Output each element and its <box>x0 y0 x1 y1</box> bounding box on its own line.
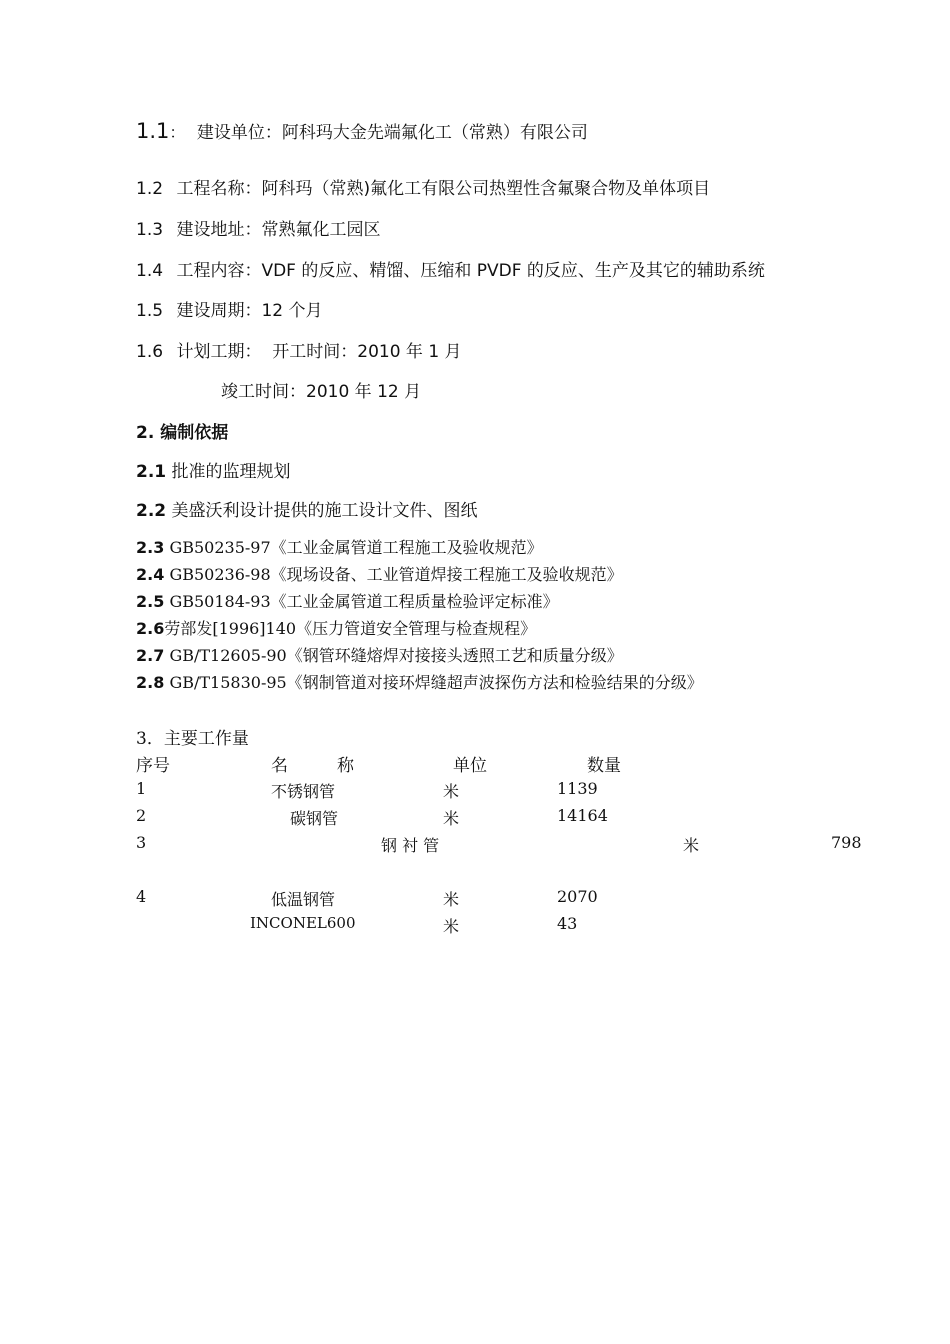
table-cell-seq: 4 <box>136 887 147 906</box>
item-number: 1.2 <box>136 179 164 199</box>
item-text: GB50236-98《现场设备、工业管道焊接工程施工及验收规范》 <box>169 565 623 584</box>
item-number: 2.2 <box>136 501 167 521</box>
column-header-name-part2: 称 <box>337 756 354 776</box>
item-1-4 <box>136 256 765 281</box>
list-item <box>136 670 703 693</box>
item-text: 劳部发[1996]140《压力管道安全管理与检查规程》 <box>164 619 537 638</box>
list-item <box>136 562 623 585</box>
section-3-heading: 3．主要工作量 <box>136 729 249 749</box>
table-cell-name: 不锈钢管 <box>271 782 336 801</box>
item-text: 计划工期： 开工时间：2010 年 1 月 <box>176 342 462 362</box>
table-cell-unit: 米 <box>443 782 460 801</box>
table-cell-unit: 米 <box>683 836 700 855</box>
table-cell-name: 钢 衬 管 <box>381 836 440 855</box>
table-cell-seq: 3 <box>136 833 147 852</box>
list-item <box>136 616 536 639</box>
table-cell-seq: 2 <box>136 806 147 825</box>
table-cell-name: INCONEL600 <box>250 914 356 932</box>
item-number: 2.3 <box>136 538 165 557</box>
column-header-seq: 序号 <box>136 756 170 776</box>
item-number: 1.4 <box>136 261 164 281</box>
list-item <box>136 643 623 666</box>
item-text: 建设单位：阿科玛大金先端氟化工（常熟）有限公司 <box>196 123 588 143</box>
item-number: 2.5 <box>136 592 165 611</box>
item-text: GB50184-93《工业金属管道工程质量检验评定标准》 <box>169 592 559 611</box>
column-header-unit: 单位 <box>453 756 487 776</box>
item-text: 建设地址：常熟氟化工园区 <box>176 220 381 240</box>
item-number: 2.8 <box>136 673 165 692</box>
item-text: GB/T15830-95《钢制管道对接环焊缝超声波探伤方法和检验结果的分级》 <box>169 673 703 692</box>
item-number: 2.4 <box>136 565 165 584</box>
table-cell-seq: 1 <box>136 779 147 798</box>
item-1-6 <box>136 337 462 362</box>
table-cell-qty: 798 <box>831 833 862 852</box>
item-number: 2.1 <box>136 462 167 482</box>
table-cell-qty: 43 <box>557 914 578 933</box>
item-1-2 <box>136 174 710 199</box>
table-cell-unit: 米 <box>443 890 460 909</box>
item-1-5 <box>136 296 323 321</box>
table-cell-unit: 米 <box>443 917 460 936</box>
table-cell-qty: 1139 <box>557 779 598 798</box>
list-item <box>136 457 291 482</box>
item-text: 工程名称：阿科玛（常熟)氟化工有限公司热塑性含氟聚合物及单体项目 <box>176 179 711 199</box>
item-number: 1.1 <box>136 119 170 143</box>
table-cell-name: 低温钢管 <box>271 890 336 909</box>
item-text: 工程内容：VDF 的反应、精馏、压缩和 PVDF 的反应、生产及其它的辅助系统 <box>176 261 765 281</box>
item-number: 1.5 <box>136 301 164 321</box>
item-1-6-completion <box>221 377 421 402</box>
item-1-1 <box>136 118 588 143</box>
table-cell-qty: 14164 <box>557 806 608 825</box>
item-text: 批准的监理规划 <box>171 462 291 482</box>
list-item <box>136 535 543 558</box>
item-number: 1.6 <box>136 342 164 362</box>
item-text: 美盛沃利设计提供的施工设计文件、图纸 <box>171 501 478 521</box>
table-cell-qty: 2070 <box>557 887 598 906</box>
list-item <box>136 589 559 612</box>
column-header-name-part1: 名 <box>271 756 288 776</box>
list-item <box>136 496 478 521</box>
table-cell-unit: 米 <box>443 809 460 828</box>
item-text: GB50235-97《工业金属管道工程施工及验收规范》 <box>169 538 543 557</box>
item-number: 2.6 <box>136 619 165 638</box>
item-text: GB/T12605-90《钢管环缝熔焊对接接头透照工艺和质量分级》 <box>169 646 623 665</box>
item-number: 2.7 <box>136 646 165 665</box>
section-2-heading: 2. 编制依据 <box>136 423 229 443</box>
table-cell-name: 碳钢管 <box>290 809 339 828</box>
item-1-3 <box>136 215 380 240</box>
column-header-qty: 数量 <box>587 756 621 776</box>
item-number: 1.3 <box>136 220 164 240</box>
item-text: 竣工时间：2010 年 12 月 <box>221 382 422 402</box>
item-text: 建设周期：12 个月 <box>176 301 323 321</box>
separator: ： <box>169 123 186 142</box>
